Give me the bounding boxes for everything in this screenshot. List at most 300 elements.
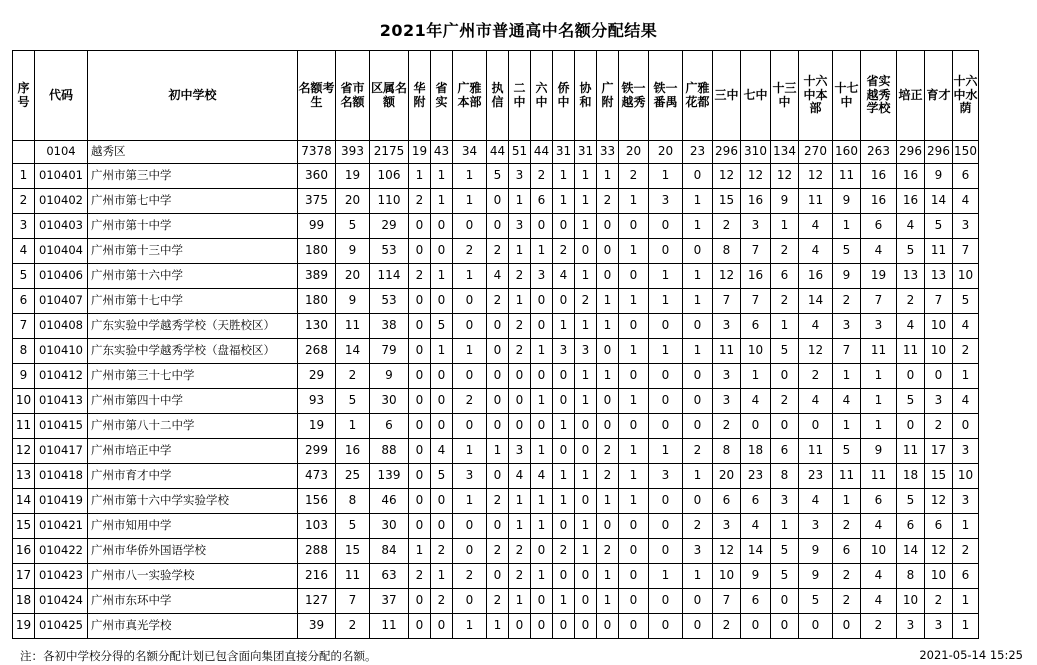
column-header: 序号 (13, 51, 35, 141)
quota-cell: 3 (553, 339, 575, 364)
quota-cell: 1 (575, 314, 597, 339)
row-number-cell: 16 (13, 539, 35, 564)
quota-cell: 0 (487, 389, 509, 414)
quota-cell: 0 (487, 314, 509, 339)
quota-cell: 0 (619, 564, 649, 589)
quota-cell: 3 (509, 439, 531, 464)
quota-cell: 16 (861, 164, 897, 189)
column-header: 七中 (741, 51, 771, 141)
quota-cell: 19 (336, 164, 370, 189)
quota-cell: 3 (771, 489, 799, 514)
table-row (13, 514, 979, 539)
table-row (13, 189, 979, 214)
row-number-cell: 12 (13, 439, 35, 464)
quota-cell: 1 (861, 414, 897, 439)
quota-cell: 12 (925, 539, 953, 564)
school-name-cell: 广州市东环中学 (88, 589, 298, 614)
quota-cell: 3 (925, 389, 953, 414)
quota-cell: 20 (336, 264, 370, 289)
school-code-cell: 010425 (35, 614, 88, 639)
quota-cell: 0 (649, 314, 683, 339)
school-name-cell: 广州市第十六中学 (88, 264, 298, 289)
column-header: 广附 (597, 51, 619, 141)
quota-cell: 0 (431, 514, 453, 539)
quota-cell: 1 (649, 564, 683, 589)
quota-cell: 5 (336, 514, 370, 539)
quota-cell: 1 (619, 189, 649, 214)
quota-cell: 10 (861, 539, 897, 564)
quota-cell: 0 (575, 439, 597, 464)
quota-cell: 2 (531, 164, 553, 189)
quota-cell: 11 (861, 339, 897, 364)
quota-cell: 4 (861, 514, 897, 539)
quota-cell: 2 (509, 564, 531, 589)
quota-cell: 1 (509, 289, 531, 314)
quota-cell: 0 (409, 589, 431, 614)
quota-cell: 5 (925, 214, 953, 239)
quota-cell: 11 (833, 464, 861, 489)
quota-cell: 4 (897, 314, 925, 339)
quota-cell: 1 (649, 164, 683, 189)
column-header: 育才 (925, 51, 953, 141)
quota-cell: 14 (336, 339, 370, 364)
quota-cell: 4 (799, 314, 833, 339)
school-code-cell: 010415 (35, 414, 88, 439)
quota-cell: 31 (575, 141, 597, 164)
table-row (13, 364, 979, 389)
quota-cell: 110 (370, 189, 409, 214)
quota-cell: 10 (925, 564, 953, 589)
page-title: 2021年广州市普通高中名额分配结果 (379, 21, 658, 40)
row-number-cell: 17 (13, 564, 35, 589)
quota-cell: 5 (771, 539, 799, 564)
quota-cell: 0 (771, 414, 799, 439)
row-number-cell: 2 (13, 189, 35, 214)
quota-cell: 2 (509, 314, 531, 339)
quota-cell: 6 (741, 489, 771, 514)
school-code-cell: 010418 (35, 464, 88, 489)
quota-cell: 2 (336, 614, 370, 639)
row-number-cell (13, 141, 35, 164)
quota-cell: 9 (799, 539, 833, 564)
quota-cell: 2 (487, 539, 509, 564)
quota-cell: 0 (453, 539, 487, 564)
quota-cell: 1 (683, 289, 713, 314)
school-code-cell: 010423 (35, 564, 88, 589)
quota-cell: 0 (531, 539, 553, 564)
school-code-cell: 010408 (35, 314, 88, 339)
school-name-cell: 广州市知用中学 (88, 514, 298, 539)
quota-cell: 11 (897, 439, 925, 464)
quota-cell: 1 (597, 314, 619, 339)
quota-cell: 1 (431, 264, 453, 289)
quota-cell: 11 (897, 339, 925, 364)
quota-cell: 2 (509, 539, 531, 564)
quota-cell: 53 (370, 289, 409, 314)
quota-cell: 11 (861, 464, 897, 489)
quota-cell: 0 (409, 214, 431, 239)
table-header-row (13, 51, 979, 141)
quota-cell: 2 (597, 464, 619, 489)
table-row (13, 264, 979, 289)
quota-cell: 375 (298, 189, 336, 214)
quota-cell: 0 (799, 614, 833, 639)
quota-cell: 0 (683, 314, 713, 339)
quota-cell: 10 (925, 339, 953, 364)
quota-cell: 3 (713, 514, 741, 539)
quota-cell: 93 (298, 389, 336, 414)
quota-cell: 0 (453, 314, 487, 339)
quota-cell: 0 (833, 614, 861, 639)
school-name-cell: 广州市第四十中学 (88, 389, 298, 414)
quota-cell: 46 (370, 489, 409, 514)
quota-cell: 12 (741, 164, 771, 189)
column-header: 初中学校 (88, 51, 298, 141)
school-name-cell: 广州市华侨外国语学校 (88, 539, 298, 564)
quota-cell: 5 (336, 389, 370, 414)
quota-cell: 2 (953, 339, 979, 364)
school-code-cell: 010412 (35, 364, 88, 389)
quota-cell: 2 (453, 564, 487, 589)
quota-cell: 2 (409, 189, 431, 214)
column-header: 侨中 (553, 51, 575, 141)
quota-cell: 5 (833, 439, 861, 464)
school-code-cell: 0104 (35, 141, 88, 164)
quota-cell: 1 (683, 189, 713, 214)
quota-cell: 1 (649, 264, 683, 289)
quota-cell: 6 (771, 439, 799, 464)
quota-cell: 0 (431, 489, 453, 514)
quota-cell: 1 (771, 514, 799, 539)
quota-cell: 2 (833, 589, 861, 614)
quota-cell: 1 (833, 414, 861, 439)
quota-cell: 17 (925, 439, 953, 464)
quota-cell: 0 (553, 389, 575, 414)
quota-cell: 16 (897, 189, 925, 214)
quota-cell: 0 (649, 589, 683, 614)
quota-cell: 0 (597, 264, 619, 289)
quota-cell: 0 (683, 414, 713, 439)
quota-cell: 2 (713, 214, 741, 239)
quota-cell: 4 (799, 489, 833, 514)
quota-cell: 1 (575, 514, 597, 539)
quota-cell: 0 (897, 364, 925, 389)
quota-cell: 5 (897, 389, 925, 414)
quota-cell: 1 (453, 164, 487, 189)
quota-cell: 0 (575, 614, 597, 639)
quota-cell: 0 (575, 489, 597, 514)
quota-cell: 3 (897, 614, 925, 639)
quota-cell: 12 (799, 164, 833, 189)
quota-cell: 0 (649, 364, 683, 389)
quota-cell: 1 (597, 564, 619, 589)
quota-cell: 20 (713, 464, 741, 489)
quota-cell: 2 (453, 239, 487, 264)
quota-cell: 1 (619, 464, 649, 489)
school-name-cell: 广州市第十中学 (88, 214, 298, 239)
quota-cell: 2 (771, 389, 799, 414)
quota-cell: 1 (509, 514, 531, 539)
quota-cell: 0 (509, 414, 531, 439)
quota-cell: 1 (861, 389, 897, 414)
quota-cell: 0 (509, 364, 531, 389)
quota-cell: 160 (833, 141, 861, 164)
school-code-cell: 010401 (35, 164, 88, 189)
row-number-cell: 10 (13, 389, 35, 414)
quota-cell: 288 (298, 539, 336, 564)
quota-cell: 9 (925, 164, 953, 189)
quota-cell: 25 (336, 464, 370, 489)
quota-cell: 3 (741, 214, 771, 239)
quota-cell: 139 (370, 464, 409, 489)
row-number-cell: 8 (13, 339, 35, 364)
quota-cell: 1 (619, 489, 649, 514)
quota-cell: 6 (953, 564, 979, 589)
quota-cell: 0 (409, 389, 431, 414)
quota-cell: 43 (431, 141, 453, 164)
column-header: 广雅本部 (453, 51, 487, 141)
column-header: 协和 (575, 51, 597, 141)
column-header: 十六中本部 (799, 51, 833, 141)
quota-cell: 1 (531, 339, 553, 364)
quota-cell: 0 (431, 614, 453, 639)
table-row (13, 389, 979, 414)
school-code-cell: 010402 (35, 189, 88, 214)
quota-cell: 3 (833, 314, 861, 339)
quota-cell: 1 (771, 214, 799, 239)
quota-cell: 2 (683, 514, 713, 539)
school-name-cell: 广州市培正中学 (88, 439, 298, 464)
quota-cell: 0 (619, 314, 649, 339)
quota-cell: 270 (799, 141, 833, 164)
quota-cell: 360 (298, 164, 336, 189)
quota-cell: 1 (771, 314, 799, 339)
school-code-cell: 010419 (35, 489, 88, 514)
quota-cell: 1 (531, 439, 553, 464)
quota-cell: 0 (771, 589, 799, 614)
quota-cell: 0 (619, 264, 649, 289)
quota-cell: 1 (553, 489, 575, 514)
quota-cell: 296 (925, 141, 953, 164)
quota-cell: 1 (531, 564, 553, 589)
quota-cell: 10 (953, 264, 979, 289)
quota-cell: 0 (597, 414, 619, 439)
table-row (13, 314, 979, 339)
quota-cell: 1 (575, 164, 597, 189)
quota-cell: 2 (713, 414, 741, 439)
quota-cell: 310 (741, 141, 771, 164)
quota-cell: 0 (619, 539, 649, 564)
quota-cell: 2 (619, 164, 649, 189)
quota-cell: 1 (619, 389, 649, 414)
quota-cell: 2 (487, 289, 509, 314)
column-header: 执信 (487, 51, 509, 141)
quota-cell: 10 (897, 589, 925, 614)
quota-cell: 0 (431, 389, 453, 414)
timestamp: 2021-05-14 15:25 (919, 648, 1023, 662)
school-code-cell: 010417 (35, 439, 88, 464)
table-row (13, 589, 979, 614)
school-code-cell: 010407 (35, 289, 88, 314)
quota-cell: 9 (336, 289, 370, 314)
quota-cell: 6 (953, 164, 979, 189)
quota-cell: 5 (336, 214, 370, 239)
quota-cell: 1 (619, 439, 649, 464)
column-header: 省实 (431, 51, 453, 141)
school-name-cell: 广东实验中学越秀学校（天胜校区） (88, 314, 298, 339)
quota-cell: 4 (509, 464, 531, 489)
quota-cell: 0 (597, 339, 619, 364)
quota-cell: 16 (741, 189, 771, 214)
footnote: 注：各初中学校分得的名额分配计划已包含面向集团直接分配的名额。 (20, 649, 377, 663)
quota-cell: 2 (487, 489, 509, 514)
table-row (13, 164, 979, 189)
quota-cell: 0 (409, 339, 431, 364)
quota-cell: 3 (531, 264, 553, 289)
school-name-cell: 广州市第八十二中学 (88, 414, 298, 439)
quota-cell: 0 (487, 339, 509, 364)
quota-cell: 1 (741, 364, 771, 389)
column-header: 代码 (35, 51, 88, 141)
quota-cell: 3 (953, 489, 979, 514)
quota-cell: 2 (925, 589, 953, 614)
quota-cell: 53 (370, 239, 409, 264)
quota-cell: 0 (649, 214, 683, 239)
quota-cell: 0 (531, 289, 553, 314)
quota-cell: 3 (713, 364, 741, 389)
quota-cell: 2 (553, 239, 575, 264)
quota-cell: 9 (833, 264, 861, 289)
quota-cell: 29 (370, 214, 409, 239)
quota-cell: 0 (531, 589, 553, 614)
table-row (13, 414, 979, 439)
column-header: 十六中水荫 (953, 51, 979, 141)
quota-cell: 5 (771, 339, 799, 364)
quota-cell: 1 (531, 239, 553, 264)
quota-cell: 38 (370, 314, 409, 339)
district-total-row (13, 141, 979, 164)
quota-cell: 11 (925, 239, 953, 264)
school-name-cell: 广州市育才中学 (88, 464, 298, 489)
quota-cell: 0 (531, 314, 553, 339)
quota-cell: 0 (741, 414, 771, 439)
quota-cell: 12 (713, 264, 741, 289)
quota-cell: 1 (431, 564, 453, 589)
quota-cell: 4 (953, 314, 979, 339)
quota-cell: 0 (409, 439, 431, 464)
quota-cell: 7378 (298, 141, 336, 164)
column-header: 六中 (531, 51, 553, 141)
quota-cell: 0 (431, 239, 453, 264)
column-header: 铁一番禺 (649, 51, 683, 141)
quota-cell: 1 (336, 414, 370, 439)
quota-cell: 5 (953, 289, 979, 314)
quota-cell: 1 (649, 439, 683, 464)
quota-cell: 3 (509, 214, 531, 239)
quota-cell: 180 (298, 239, 336, 264)
quota-cell: 5 (897, 239, 925, 264)
quota-cell: 2 (575, 289, 597, 314)
quota-cell: 1 (409, 164, 431, 189)
quota-cell: 2 (597, 439, 619, 464)
row-number-cell: 19 (13, 614, 35, 639)
column-header: 培正 (897, 51, 925, 141)
quota-cell: 2 (683, 439, 713, 464)
quota-cell: 10 (925, 314, 953, 339)
row-number-cell: 6 (13, 289, 35, 314)
quota-cell: 0 (409, 514, 431, 539)
row-number-cell: 18 (13, 589, 35, 614)
quota-cell: 2 (431, 589, 453, 614)
school-name-cell: 广州市第十六中学实验学校 (88, 489, 298, 514)
quota-cell: 2 (453, 389, 487, 414)
quota-cell: 114 (370, 264, 409, 289)
quota-cell: 1 (453, 614, 487, 639)
quota-cell: 0 (771, 614, 799, 639)
school-name-cell: 广州市第十三中学 (88, 239, 298, 264)
quota-cell: 1 (953, 364, 979, 389)
quota-cell: 1 (487, 439, 509, 464)
quota-cell: 0 (597, 214, 619, 239)
quota-cell: 11 (799, 189, 833, 214)
quota-cell: 0 (649, 614, 683, 639)
quota-cell: 2 (509, 339, 531, 364)
quota-cell: 10 (741, 339, 771, 364)
quota-cell: 8 (713, 439, 741, 464)
table-row (13, 539, 979, 564)
quota-cell: 0 (897, 414, 925, 439)
quota-cell: 0 (683, 164, 713, 189)
column-header: 区属名额 (370, 51, 409, 141)
quota-cell: 1 (509, 489, 531, 514)
quota-cell: 8 (771, 464, 799, 489)
quota-cell: 1 (649, 289, 683, 314)
quota-cell: 1 (453, 264, 487, 289)
row-number-cell: 15 (13, 514, 35, 539)
row-number-cell: 1 (13, 164, 35, 189)
quota-cell: 3 (575, 339, 597, 364)
quota-cell: 79 (370, 339, 409, 364)
quota-cell: 2 (553, 539, 575, 564)
quota-cell: 2 (509, 264, 531, 289)
quota-cell: 473 (298, 464, 336, 489)
quota-cell: 1 (683, 214, 713, 239)
quota-cell: 0 (683, 614, 713, 639)
quota-cell: 0 (531, 414, 553, 439)
quota-cell: 1 (597, 289, 619, 314)
quota-cell: 106 (370, 164, 409, 189)
quota-cell: 3 (953, 439, 979, 464)
column-header: 广雅花都 (683, 51, 713, 141)
quota-cell: 1 (619, 289, 649, 314)
quota-cell: 4 (861, 564, 897, 589)
quota-cell: 20 (336, 189, 370, 214)
quota-cell: 5 (771, 564, 799, 589)
quota-cell: 5 (431, 314, 453, 339)
quota-cell: 88 (370, 439, 409, 464)
table-row (13, 339, 979, 364)
table-row (13, 214, 979, 239)
row-number-cell: 14 (13, 489, 35, 514)
quota-cell: 3 (453, 464, 487, 489)
quota-cell: 296 (713, 141, 741, 164)
quota-cell: 7 (741, 239, 771, 264)
quota-cell: 0 (487, 214, 509, 239)
school-code-cell: 010413 (35, 389, 88, 414)
quota-cell: 2 (409, 264, 431, 289)
quota-cell: 1 (431, 164, 453, 189)
quota-cell: 2 (897, 289, 925, 314)
